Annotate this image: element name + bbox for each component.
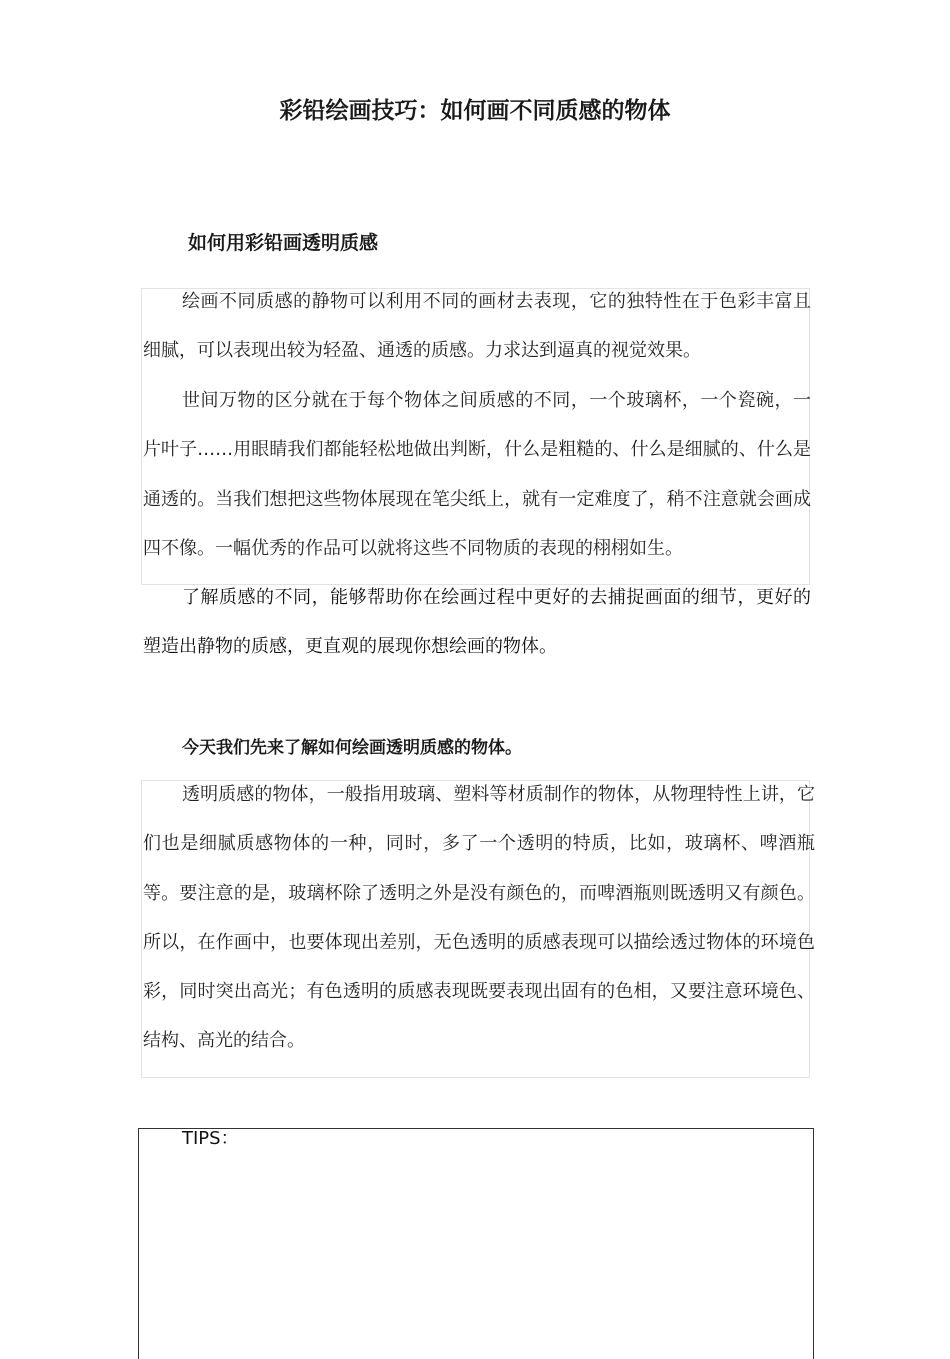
page-title: 彩铅绘画技巧：如何画不同质感的物体 bbox=[279, 98, 671, 124]
paragraph-differences: 世间万物的区分就在于每个物体之间质感的不同，一个玻璃杯，一个瓷碗，一片叶子……用眼睛我们都能轻松地做出判断，什么是粗糙的、什么是细腻的、什么是通透的。当我们想把这些物体展现在笔尖纸上，就有一定难度了，稍不注意就会画成四不像。一幅优秀的作品可以就将这些不同物质的表现的栩栩如生。 bbox=[143, 390, 811, 559]
paragraph-transparent: 透明质感的物体，一般指用玻璃、塑料等材质制作的物体，从物理特性上讲，它们也是细腻质感物体的一种，同时，多了一个透明的特质，比如，玻璃杯、啤酒瓶等。要注意的是，玻璃杯除了透明之外是没有颜色的，而啤酒瓶则既透明又有颜色。所以，在作画中，也要体现出差别，无色透明的质感表现可以描绘透过物体的环境色彩，同时突出高光；有色透明的质感表现既要表现出固有的色相，又要注意环境色、结构、高光的结合。 bbox=[143, 784, 815, 1052]
section-heading: 如何用彩铅画透明质感 bbox=[188, 232, 379, 254]
paragraph-intro: 绘画不同质感的静物可以利用不同的画材去表现，它的独特性在于色彩丰富且细腻，可以表现出较为轻盈、通透的质感。力求达到逼真的视觉效果。 bbox=[143, 291, 811, 362]
subheading-transparent: 今天我们先来了解如何绘画透明质感的物体。 bbox=[182, 738, 522, 758]
tips-label: TIPS： bbox=[182, 1128, 239, 1149]
paragraph-understanding: 了解质感的不同，能够帮助你在绘画过程中更好的去捕捉画面的细节，更好的塑造出静物的质感，更直观的展现你想绘画的物体。 bbox=[143, 587, 811, 658]
tips-box bbox=[138, 1128, 814, 1359]
